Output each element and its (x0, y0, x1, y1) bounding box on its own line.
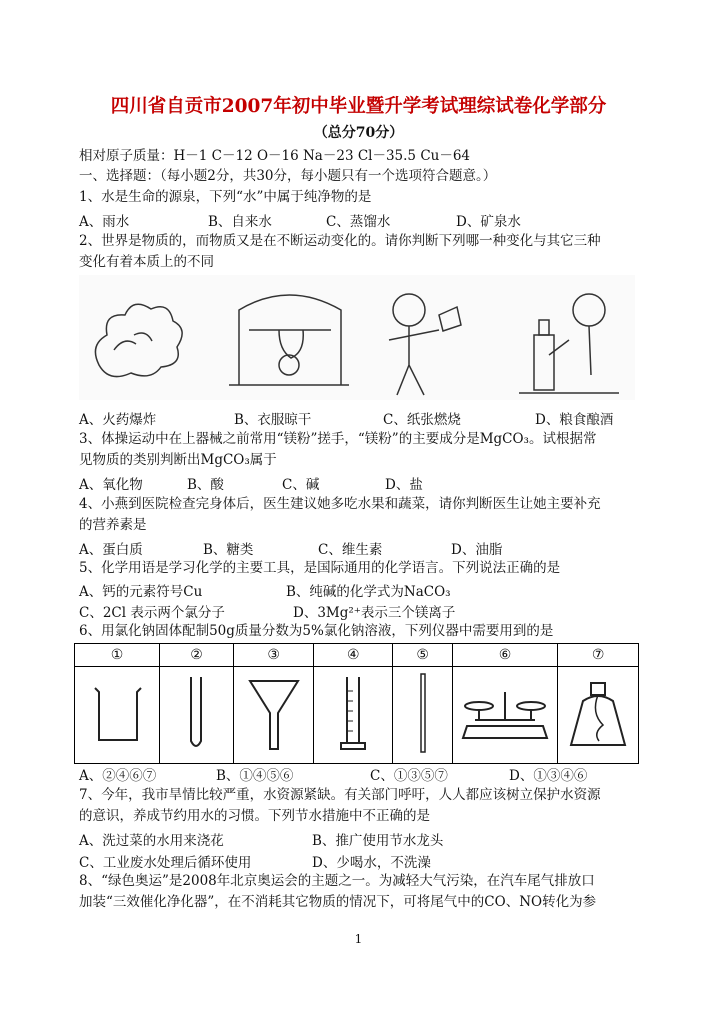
q2-option-b: B、衣服晾干 (234, 412, 312, 428)
q1-option-b: B、自来水 (208, 214, 272, 230)
q2-stem-line2: 变化有着本质上的不同 (79, 254, 214, 270)
q7-stem-line2: 的意识，养成节约用水的习惯。下列节水措施中不正确的是 (79, 808, 430, 824)
q1-option-c: C、蒸馏水 (326, 214, 391, 230)
alcohol-lamp-icon (558, 667, 639, 764)
q7-stem-line1: 7、今年，我市旱情比较严重，水资源紧缺。有关部门呼吁，人人都应该树立保护水资源 (79, 787, 601, 803)
q6-option-d: D、①③④⑥ (509, 768, 588, 784)
q6-option-b: B、①④⑤⑥ (216, 768, 294, 784)
apparatus-label-6: ⑥ (452, 644, 558, 667)
q5-option-b: B、纯碱的化学式为NaCO₃ (286, 584, 451, 600)
q5-option-a: A、钙的元素符号Cu (79, 584, 203, 600)
q7-option-d: D、少喝水，不洗澡 (312, 855, 431, 871)
q3-stem-line1: 3、体操运动中在上器械之前常用“镁粉”搓手，“镁粉”的主要成分是MgCO₃。试根据常 (79, 431, 597, 447)
apparatus-label-1: ① (75, 644, 160, 667)
q7-option-b: B、推广使用节水龙头 (312, 833, 444, 849)
q1-option-a: A、雨水 (79, 214, 130, 230)
q3-option-a: A、氧化物 (79, 477, 143, 493)
page-subtitle: （总分70分） (313, 125, 404, 141)
q2-stem-line1: 2、世界是物质的，而物质又是在不断运动变化的。请你判断下列哪一种变化与其它三种 (79, 233, 601, 249)
q1-stem: 1、水是生命的源泉，下列“水”中属于纯净物的是 (79, 189, 372, 205)
q5-option-c: C、2Cl 表示两个氯分子 (79, 605, 225, 621)
page-number: 1 (354, 932, 363, 946)
q2-option-a: A、火药爆炸 (79, 412, 157, 428)
apparatus-label-2: ② (159, 644, 233, 667)
q4-stem-line1: 4、小燕到医院检查完身体后，医生建议她多吃水果和蔬菜，请你判断医生让她主要补充 (79, 496, 601, 512)
funnel-icon (234, 667, 314, 764)
balance-scale-icon (452, 667, 558, 764)
q4-option-d: D、油脂 (451, 542, 503, 558)
q2-option-d: D、粮食酿酒 (535, 412, 614, 428)
q4-option-a: A、蛋白质 (79, 542, 143, 558)
apparatus-label-7: ⑦ (558, 644, 639, 667)
graduated-cylinder-icon (314, 667, 393, 764)
q3-stem-line2: 见物质的类别判断出MgCO₃属于 (79, 452, 277, 468)
q4-option-b: B、糖类 (203, 542, 254, 558)
glass-rod-icon (393, 667, 452, 764)
q6-stem: 6、用氯化钠固体配制50g质量分数为5%氯化钠溶液，下列仪器中需要用到的是 (79, 623, 554, 639)
q4-option-c: C、维生素 (318, 542, 383, 558)
atomic-mass-line: 相对原子质量：H－1 C－12 O－16 Na－23 Cl－35.5 Cu－64 (79, 148, 471, 164)
page-title: 四川省自贡市2007年初中毕业暨升学考试理综试卷化学部分 (110, 96, 607, 117)
q6-option-c: C、①③⑤⑦ (370, 768, 448, 784)
q6-option-a: A、②④⑥⑦ (79, 768, 157, 784)
apparatus-label-4: ④ (314, 644, 393, 667)
q8-stem-line2: 加装“三效催化净化器”，在不消耗其它物质的情况下，可将尾气中的CO、NO转化为参 (79, 894, 597, 910)
q3-option-c: C、碱 (282, 477, 320, 493)
apparatus-label-5: ⑤ (393, 644, 452, 667)
apparatus-table (74, 643, 639, 764)
q2-option-c: C、纸张燃烧 (383, 412, 461, 428)
q3-option-d: D、盐 (385, 477, 423, 493)
q4-stem-line2: 的营养素是 (79, 517, 147, 533)
q7-option-a: A、洗过菜的水用来浇花 (79, 833, 224, 849)
q5-option-d: D、3Mg²⁺表示三个镁离子 (293, 605, 456, 621)
q3-option-b: B、酸 (187, 477, 224, 493)
q8-stem-line1: 8、“绿色奥运”是2008年北京奥运会的主题之一。为减轻大气污染，在汽车尾气排放口 (79, 873, 595, 889)
q5-stem: 5、化学用语是学习化学的主要工具，是国际通用的化学语言。下列说法正确的是 (79, 560, 561, 576)
test-tube-icon (159, 667, 233, 764)
apparatus-label-3: ③ (234, 644, 314, 667)
q7-option-c: C、工业废水处理后循环使用 (79, 855, 252, 871)
q1-option-d: D、矿泉水 (456, 214, 521, 230)
section-heading: 一、选择题：（每小题2分，共30分，每小题只有一个选项符合题意。） (79, 168, 497, 184)
beaker-icon (75, 667, 160, 764)
q2-illustration (79, 275, 635, 400)
